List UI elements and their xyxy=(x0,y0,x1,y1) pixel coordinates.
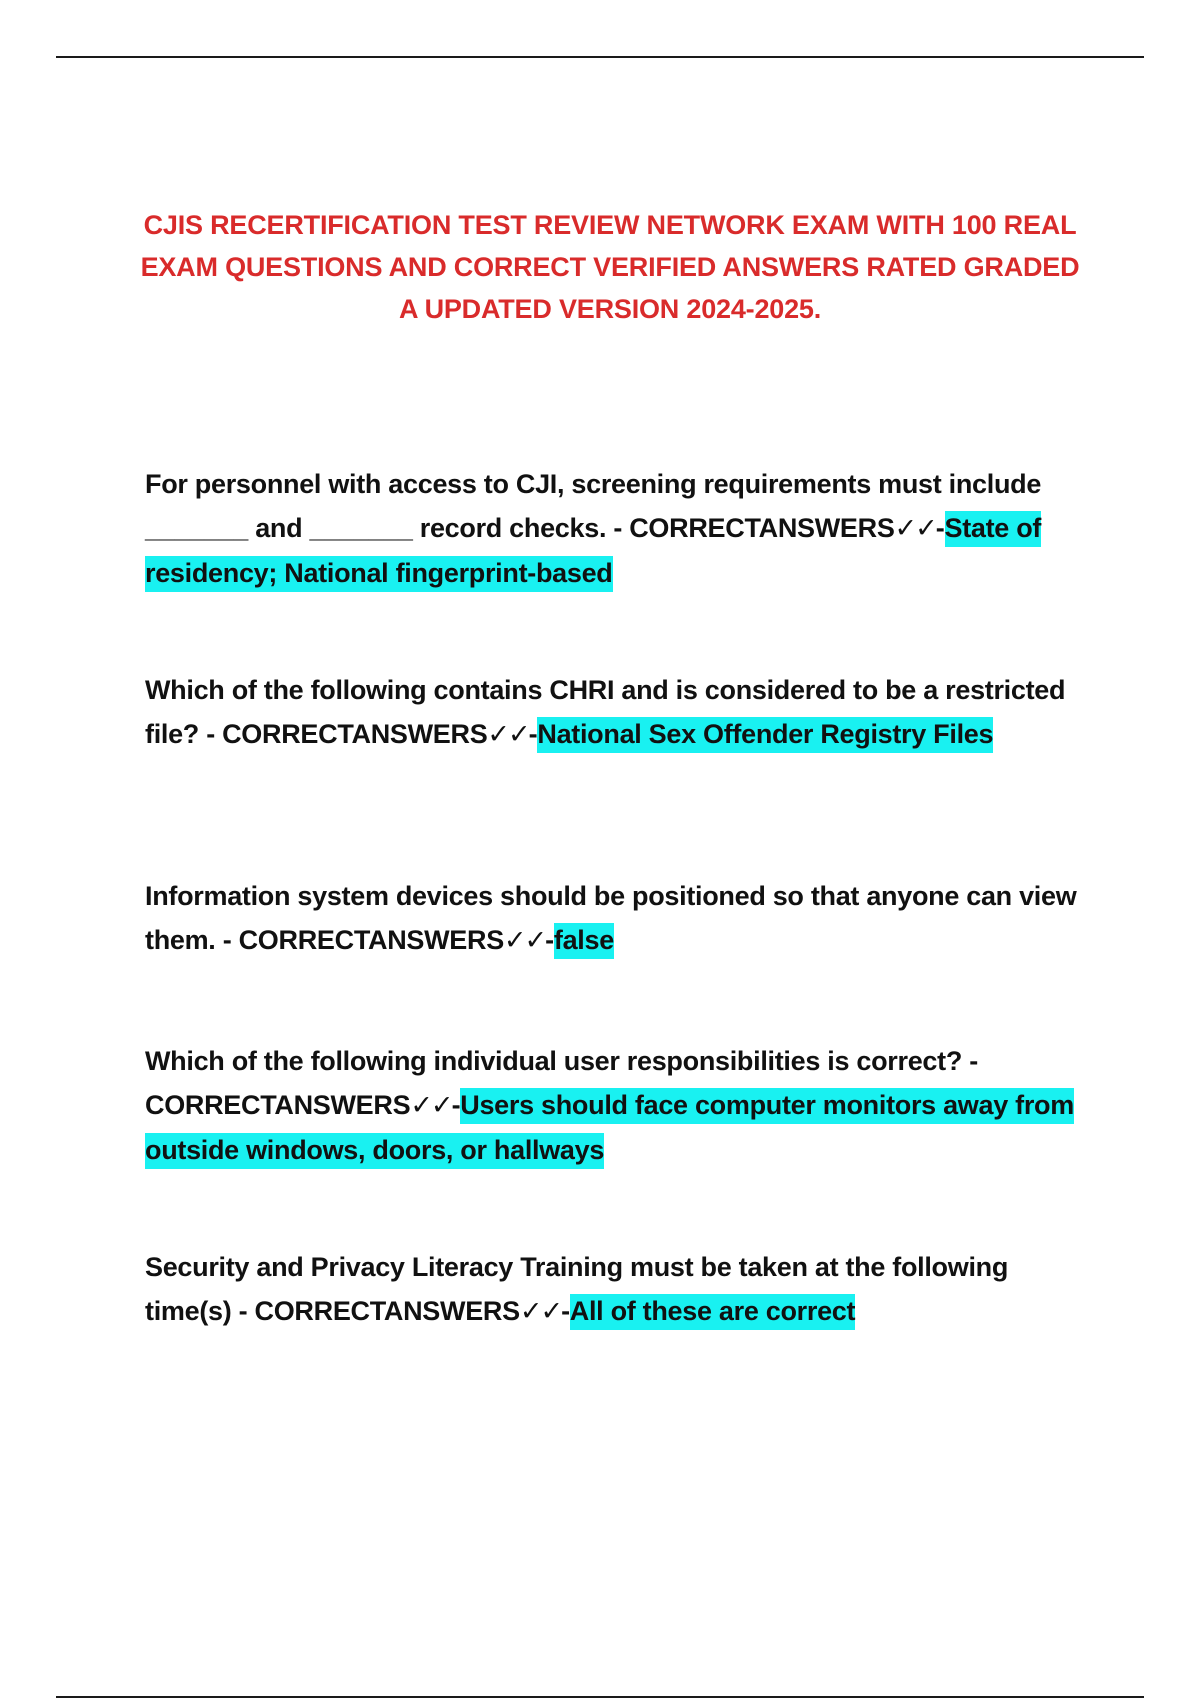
answer-label: - CORRECTANSWERS xyxy=(606,513,895,543)
answer-highlight: State of residency; National fingerprint-based xyxy=(145,511,1041,592)
question-text: Information system devices should be positioned so that anyone can view them. xyxy=(145,881,1077,955)
checkmark-icon: ✓✓ xyxy=(519,1296,562,1327)
answer-highlight: Users should face computer monitors away from outside windows, doors, or hallways xyxy=(145,1088,1074,1169)
answer-highlight: National Sex Offender Registry Files xyxy=(537,717,993,753)
question-text: For personnel with access to CJI, screening requirements must include _______ and _______ record checks. xyxy=(145,469,1042,543)
answer-dash: - xyxy=(545,925,554,955)
top-rule xyxy=(56,56,1144,58)
answer-dash: - xyxy=(528,719,538,749)
qa-item-2 xyxy=(145,668,1085,757)
document-title: CJIS RECERTIFICATION TEST REVIEW NETWORK EXAM WITH 100 REAL EXAM QUESTIONS AND CORRECT VERIFIED ANSWERS RATED GRADED A UPDATED VERSION 2024-2025. xyxy=(140,210,1080,324)
answer-highlight: false xyxy=(554,923,614,959)
answer-dash: - xyxy=(935,513,945,543)
qa-item-3 xyxy=(145,874,1085,963)
qa-item-1 xyxy=(145,462,1085,595)
checkmark-icon: ✓✓ xyxy=(487,719,529,750)
bottom-rule xyxy=(56,1696,1144,1698)
question-text: Which of the following contains CHRI and is considered to be a restricted file? xyxy=(145,675,1066,749)
question-text: Security and Privacy Literacy Training must be taken at the following time(s) xyxy=(145,1252,1009,1326)
question-text: Which of the following individual user responsibilities is correct? xyxy=(145,1046,963,1076)
answer-dash: - xyxy=(451,1090,461,1120)
answer-dash: - xyxy=(561,1296,570,1326)
checkmark-icon: ✓✓ xyxy=(503,925,546,956)
qa-item-4 xyxy=(145,1039,1085,1172)
checkmark-icon: ✓✓ xyxy=(410,1090,452,1121)
checkmark-icon: ✓✓ xyxy=(894,513,936,544)
answer-label: - CORRECTANSWERS xyxy=(199,719,488,749)
answer-label: - CORRECTANSWERS xyxy=(145,1046,978,1120)
answer-label: - CORRECTANSWERS xyxy=(231,1296,520,1326)
answer-label: - CORRECTANSWERS xyxy=(215,925,504,955)
answer-highlight: All of these are correct xyxy=(570,1294,855,1330)
qa-item-5 xyxy=(145,1245,1085,1334)
